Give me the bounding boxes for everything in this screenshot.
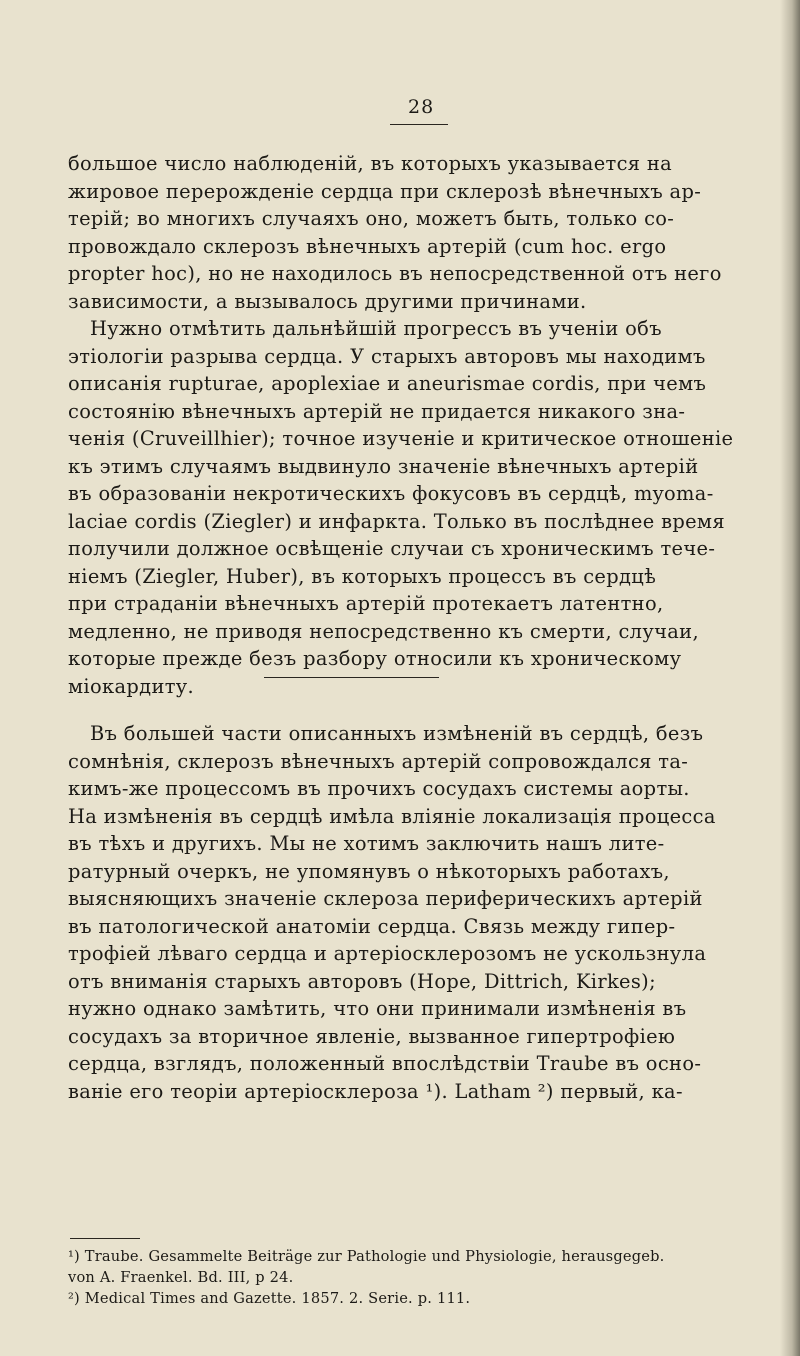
text-line: ніемъ (Ziegler, Huber), въ которыхъ процессъ въ сердцѣ [68, 564, 657, 588]
text-line: отъ вниманія старыхъ авторовъ (Hope, Dittrich, Kirkes); [68, 969, 656, 993]
text-line: состоянію вѣнечныхъ артерій не придается никакого зна- [68, 399, 686, 423]
footnote-line: von A. Fraenkel. Bd. III, p 24. [68, 1269, 294, 1286]
text-line: которые прежде безъ разбору относили къ хроническому [68, 647, 682, 670]
text-line: ваніе его теоріи артеріосклероза ¹). Latham ²) первый, ка- [68, 1079, 683, 1103]
text-line: зависимости, а вызывалось другими причинами. [68, 289, 587, 313]
body-text [68, 150, 780, 1105]
paragraph-3 [68, 720, 780, 1105]
text-line: этіологіи разрыва сердца. У старыхъ авторовъ мы находимъ [68, 344, 706, 368]
footnote-line: ²) Medical Times and Gazette. 1857. 2. Serie. p. 111. [68, 1290, 471, 1307]
paragraph-2 [68, 315, 780, 700]
text-line: въ тѣхъ и другихъ. Мы не хотимъ заключить нашъ лите- [68, 832, 665, 855]
paragraph-1 [68, 150, 780, 315]
text-line: при страданіи вѣнечныхъ артерій протекаетъ латентно, [68, 592, 664, 615]
text-line: сомнѣнія, склерозъ вѣнечныхъ артерій сопровождался та- [68, 749, 689, 773]
text-line: ченія (Cruveillhier); точное изученіе и критическое отношеніе [68, 427, 734, 450]
footnotes [68, 1246, 780, 1309]
text-line: кимъ-же процессомъ въ прочихъ сосудахъ системы аорты. [68, 777, 690, 800]
text-line: Нужно отмѣтить дальнѣйшій прогрессъ въ ученіи объ [90, 317, 662, 340]
text-line: На измѣненія въ сердцѣ имѣла вліяніе локализація процесса [68, 804, 716, 828]
text-line: трофіей лѣваго сердца и артеріосклерозомъ не ускользнула [68, 942, 707, 965]
footnote-line: ¹) Traube. Gesammelte Beiträge zur Pathologie und Physiologie, herausgegeb. [68, 1248, 665, 1265]
text-line: міокардиту. [68, 674, 195, 698]
page-edge-shadow [780, 0, 800, 1356]
text-line: провождало склерозъ вѣнечныхъ артерій (cum hoc. ergo [68, 234, 667, 258]
text-line: propter hoc), но не находилось въ непосредственной отъ него [68, 262, 722, 285]
text-line: ратурный очеркъ, не упомянувъ о нѣкоторыхъ работахъ, [68, 859, 670, 883]
text-line: нужно однако замѣтить, что они принимали измѣненія въ [68, 997, 687, 1020]
text-line: жировое перерожденіе сердца при склерозѣ вѣнечныхъ ар- [68, 179, 702, 203]
text-line: laciae cordis (Ziegler) и инфаркта. Только въ послѣднее время [68, 509, 725, 533]
text-line: большое число наблюденій, въ которыхъ указывается на [68, 152, 673, 175]
text-line: въ образованіи некротическихъ фокусовъ въ сердцѣ, myoma- [68, 482, 714, 505]
text-line: описанія rupturae, apoplexiae и aneurismae cordis, при чемъ [68, 372, 707, 395]
section-gap [68, 700, 780, 720]
text-line: Въ большей части описанныхъ измѣненій въ сердцѣ, безъ [90, 722, 704, 745]
text-line: къ этимъ случаямъ выдвинуло значеніе вѣнечныхъ артерій [68, 454, 699, 478]
text-line: сосудахъ за вторичное явленіе, вызванное гипертрофіею [68, 1024, 676, 1048]
page-number: 28 [408, 96, 435, 118]
footnote-rule [70, 1238, 140, 1239]
section-separator [264, 677, 439, 678]
text-line: получили должное освѣщеніе случаи съ хроническимъ тече- [68, 537, 716, 560]
text-line: сердца, взглядъ, положенный впослѣдствіи Traube въ осно- [68, 1052, 702, 1075]
page-number-rule [390, 124, 448, 125]
text-line: выясняющихъ значеніе склероза периферическихъ артерій [68, 887, 703, 910]
text-line: терій; во многихъ случаяхъ оно, можетъ быть, только со- [68, 207, 675, 230]
text-line: въ патологической анатоміи сердца. Связь между гипер- [68, 914, 676, 938]
text-line: медленно, не приводя непосредственно къ смерти, случаи, [68, 619, 699, 643]
